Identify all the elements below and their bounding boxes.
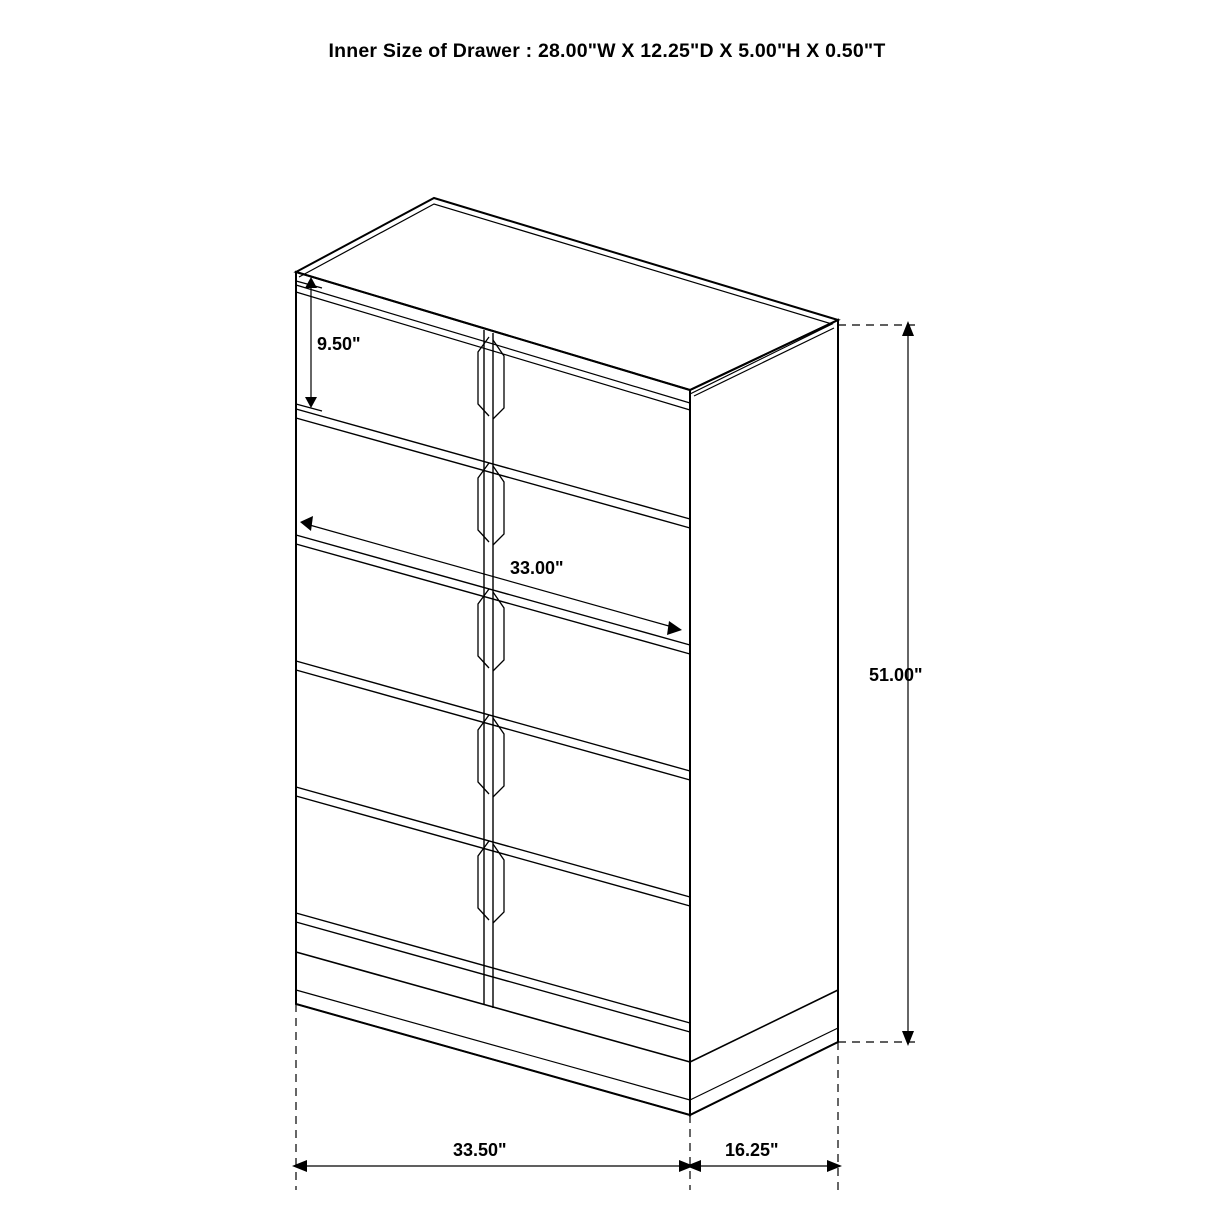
dimension-label-total-height: 51.00"	[869, 665, 923, 685]
cabinet-top-surface	[296, 198, 838, 394]
cabinet-side-panel	[690, 320, 838, 1115]
dimension-label-total-depth: 16.25"	[725, 1140, 779, 1160]
dimension-33-50	[292, 1004, 694, 1190]
dimension-label-front-width: 33.00"	[510, 558, 564, 578]
drawer-center-gap	[484, 330, 493, 1008]
dimension-label-drawer-height: 9.50"	[317, 334, 361, 354]
cabinet-plinth	[296, 952, 838, 1115]
dimension-33-00	[300, 516, 682, 635]
dimension-label-total-width: 33.50"	[453, 1140, 507, 1160]
diagram-title: Inner Size of Drawer : 28.00"W X 12.25"D X 5.00"H X 0.50"T	[328, 40, 886, 62]
drawer-handles-right	[493, 340, 504, 923]
